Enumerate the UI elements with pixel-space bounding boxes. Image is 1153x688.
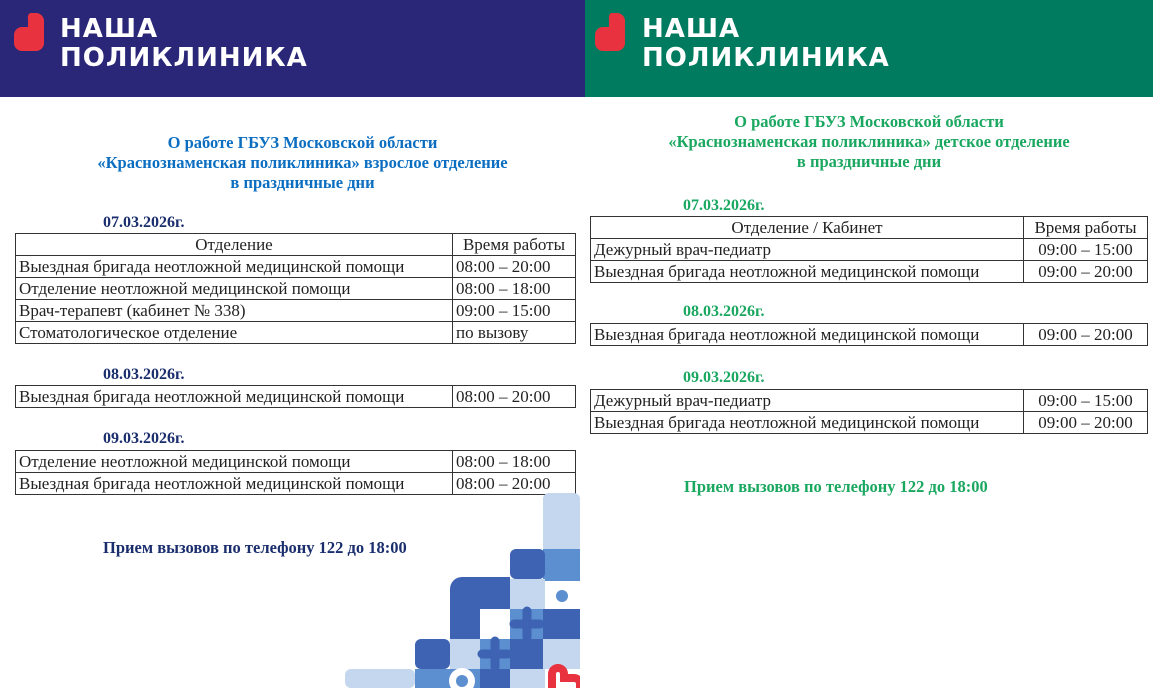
- department-cell: Отделение неотложной медицинской помощи: [16, 278, 453, 300]
- hours-cell: 09:00 – 20:00: [1024, 261, 1148, 283]
- department-cell: Выездная бригада неотложной медицинской помощи: [16, 386, 453, 408]
- table-row: [591, 390, 1148, 412]
- table-header-row: [16, 234, 576, 256]
- column-header-hours: Время работы: [453, 234, 576, 256]
- department-cell: Выездная бригада неотложной медицинской помощи: [16, 256, 453, 278]
- date-label: 09.03.2026г.: [683, 369, 765, 386]
- hours-cell: 08:00 – 18:00: [453, 451, 576, 473]
- logo-line-1: НАША: [642, 14, 741, 44]
- hours-cell: 09:00 – 15:00: [1024, 390, 1148, 412]
- table-row: [16, 322, 576, 344]
- department-cell: Дежурный врач-педиатр: [591, 390, 1024, 412]
- adult-page-title: [15, 133, 585, 193]
- table-row: [16, 300, 576, 322]
- heart-icon: [14, 13, 46, 51]
- date-label: 09.03.2026г.: [103, 430, 185, 447]
- child-header-banner: [585, 0, 1153, 97]
- column-header-department: Отделение / Кабинет: [591, 217, 1024, 239]
- hours-cell: 09:00 – 20:00: [1024, 324, 1148, 346]
- table-row: [16, 386, 576, 408]
- table-row: [16, 473, 576, 495]
- department-cell: Врач-терапевт (кабинет № 338): [16, 300, 453, 322]
- table-header-row: [591, 217, 1148, 239]
- title-line-3: в праздничные дни: [796, 152, 942, 171]
- child-department-panel: [585, 0, 1153, 688]
- phone-note: Прием вызовов по телефону 122 до 18:00: [684, 477, 988, 496]
- schedule-table: [590, 389, 1148, 434]
- date-label: 08.03.2026г.: [103, 366, 185, 383]
- logo-text: [60, 15, 308, 73]
- date-label: 07.03.2026г.: [103, 214, 185, 231]
- hours-cell: 08:00 – 18:00: [453, 278, 576, 300]
- department-cell: Выездная бригада неотложной медицинской помощи: [591, 324, 1024, 346]
- date-label: 08.03.2026г.: [683, 303, 765, 320]
- date-label: 07.03.2026г.: [683, 197, 765, 214]
- schedule-table: [590, 323, 1148, 346]
- department-cell: Выездная бригада неотложной медицинской помощи: [591, 412, 1024, 434]
- department-cell: Дежурный врач-педиатр: [591, 239, 1024, 261]
- department-cell: Выездная бригада неотложной медицинской помощи: [591, 261, 1024, 283]
- schedule-table: [15, 450, 576, 495]
- hours-cell: 09:00 – 15:00: [453, 300, 576, 322]
- logo-line-2: ПОЛИКЛИНИКА: [642, 43, 890, 73]
- hours-cell: 09:00 – 15:00: [1024, 239, 1148, 261]
- logo-line-1: НАША: [60, 14, 159, 44]
- schedule-table: [15, 233, 576, 344]
- table-row: [591, 412, 1148, 434]
- table-row: [16, 451, 576, 473]
- decorative-tile-pattern: [340, 493, 580, 688]
- department-cell: Стоматологическое отделение: [16, 322, 453, 344]
- hours-cell: 09:00 – 20:00: [1024, 412, 1148, 434]
- heart-icon: [595, 13, 627, 51]
- department-cell: Выездная бригада неотложной медицинской помощи: [16, 473, 453, 495]
- table-row: [591, 324, 1148, 346]
- logo-text: [642, 15, 890, 73]
- column-header-department: Отделение: [16, 234, 453, 256]
- hours-cell: 08:00 – 20:00: [453, 256, 576, 278]
- child-page-title: [585, 112, 1153, 172]
- adult-header-banner: [0, 0, 585, 97]
- department-cell: Отделение неотложной медицинской помощи: [16, 451, 453, 473]
- title-line-1: О работе ГБУЗ Московской области: [734, 112, 1004, 131]
- table-row: [591, 239, 1148, 261]
- title-line-3: в праздничные дни: [230, 173, 375, 192]
- schedule-table: [15, 385, 576, 408]
- title-line-2: «Краснознаменская поликлиника» взрослое отделение: [97, 153, 508, 172]
- hours-cell: по вызову: [453, 322, 576, 344]
- title-line-2: «Краснознаменская поликлиника» детское отделение: [668, 132, 1070, 151]
- table-row: [591, 261, 1148, 283]
- table-row: [16, 256, 576, 278]
- title-line-1: О работе ГБУЗ Московской области: [167, 133, 438, 152]
- logo-line-2: ПОЛИКЛИНИКА: [60, 43, 308, 73]
- hours-cell: 08:00 – 20:00: [453, 386, 576, 408]
- column-header-hours: Время работы: [1024, 217, 1148, 239]
- phone-note: Прием вызовов по телефону 122 до 18:00: [103, 538, 407, 557]
- hours-cell: 08:00 – 20:00: [453, 473, 576, 495]
- table-row: [16, 278, 576, 300]
- schedule-table: [590, 216, 1148, 283]
